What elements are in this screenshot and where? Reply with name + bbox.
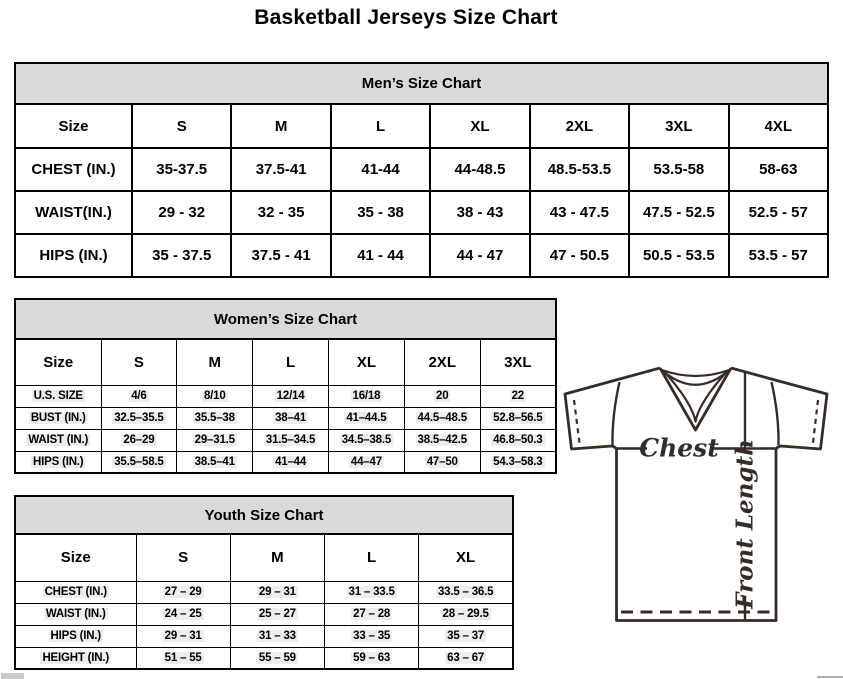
size-cell: 38.5–42.5 (404, 429, 480, 451)
row-header: HIPS (IN.) (15, 451, 101, 473)
horizontal-scrollbar-fragment[interactable] (817, 676, 843, 678)
size-cell: 29–31.5 (177, 429, 253, 451)
size-cell: 38–41 (253, 407, 329, 429)
column-header: Size (15, 339, 101, 385)
column-header: 3XL (629, 104, 728, 148)
size-cell: 35 - 38 (331, 191, 430, 234)
row-header: HEIGHT (IN.) (15, 647, 136, 669)
size-cell: 59 – 63 (325, 647, 419, 669)
row-header: BUST (IN.) (15, 407, 101, 429)
size-cell: 44-48.5 (430, 148, 529, 191)
size-cell: 51 – 55 (136, 647, 230, 669)
column-header: 3XL (480, 339, 556, 385)
size-cell: 38.5–41 (177, 451, 253, 473)
column-header: Size (15, 534, 136, 581)
youth-chart-heading: Youth Size Chart (14, 495, 514, 533)
size-cell: 63 – 67 (419, 647, 513, 669)
size-cell: 35.5–58.5 (101, 451, 177, 473)
size-cell: 37.5-41 (231, 148, 330, 191)
column-header: L (253, 339, 329, 385)
column-header: S (132, 104, 231, 148)
size-cell: 35.5–38 (177, 407, 253, 429)
column-header: L (331, 104, 430, 148)
womens-size-chart (14, 298, 557, 474)
youth-size-table (14, 533, 514, 670)
row-header: HIPS (IN.) (15, 234, 132, 277)
size-cell: 29 – 31 (136, 625, 230, 647)
size-cell: 27 – 28 (325, 603, 419, 625)
row-header: HIPS (IN.) (15, 625, 136, 647)
size-cell: 35-37.5 (132, 148, 231, 191)
page-title: Basketball Jerseys Size Chart (254, 6, 558, 29)
size-cell: 8/10 (177, 385, 253, 407)
size-cell: 58-63 (729, 148, 828, 191)
size-cell: 41 - 44 (331, 234, 430, 277)
horizontal-scrollbar-thumb[interactable] (1, 673, 24, 679)
collar-outer-v (660, 368, 731, 430)
column-header: M (231, 104, 330, 148)
front-length-label: Front Length (731, 439, 759, 609)
size-cell: 46.8–50.3 (480, 429, 556, 451)
size-cell: 41–44.5 (328, 407, 404, 429)
size-cell: 47.5 - 52.5 (629, 191, 728, 234)
size-cell: 27 – 29 (136, 581, 230, 603)
size-cell: 26–29 (101, 429, 177, 451)
column-header: 2XL (404, 339, 480, 385)
mens-size-chart (14, 62, 829, 278)
size-cell: 54.3–58.3 (480, 451, 556, 473)
size-cell: 33.5 – 36.5 (419, 581, 513, 603)
size-cell: 47–50 (404, 451, 480, 473)
collar-inner-v (666, 373, 726, 422)
row-header: WAIST (IN.) (15, 429, 101, 451)
row-header: U.S. SIZE (15, 385, 101, 407)
row-header: WAIST (IN.) (15, 603, 136, 625)
mens-chart-heading: Men’s Size Chart (14, 62, 829, 103)
size-cell: 41-44 (331, 148, 430, 191)
size-cell: 37.5 - 41 (231, 234, 330, 277)
size-cell: 16/18 (328, 385, 404, 407)
size-cell: 29 - 32 (132, 191, 231, 234)
womens-size-table (14, 338, 557, 474)
chest-label: Chest (639, 433, 719, 463)
size-cell: 43 - 47.5 (530, 191, 629, 234)
size-cell: 35 – 37 (419, 625, 513, 647)
size-cell: 53.5 - 57 (729, 234, 828, 277)
size-cell: 44–47 (328, 451, 404, 473)
cuff-seam-right (813, 400, 818, 443)
size-cell: 32.5–35.5 (101, 407, 177, 429)
row-header: CHEST (IN.) (15, 148, 132, 191)
size-cell: 24 – 25 (136, 603, 230, 625)
youth-size-chart (14, 495, 514, 670)
column-header: XL (328, 339, 404, 385)
collar-arc-2 (664, 372, 728, 385)
column-header: XL (430, 104, 529, 148)
column-header: M (177, 339, 253, 385)
size-cell: 12/14 (253, 385, 329, 407)
size-cell: 4/6 (101, 385, 177, 407)
size-cell: 32 - 35 (231, 191, 330, 234)
size-cell: 55 – 59 (230, 647, 324, 669)
column-header: 2XL (530, 104, 629, 148)
size-cell: 31.5–34.5 (253, 429, 329, 451)
size-cell: 50.5 - 53.5 (629, 234, 728, 277)
size-cell: 25 – 27 (230, 603, 324, 625)
size-cell: 52.8–56.5 (480, 407, 556, 429)
womens-chart-heading: Women’s Size Chart (14, 298, 557, 338)
column-header: S (101, 339, 177, 385)
column-header: S (136, 534, 230, 581)
size-cell: 38 - 43 (430, 191, 529, 234)
cuff-seam-left (574, 400, 580, 443)
armhole-seam-right (772, 382, 779, 445)
column-header: XL (419, 534, 513, 581)
size-cell: 28 – 29.5 (419, 603, 513, 625)
size-cell: 33 – 35 (325, 625, 419, 647)
row-header: WAIST(IN.) (15, 191, 132, 234)
size-cell: 20 (404, 385, 480, 407)
size-cell: 47 - 50.5 (530, 234, 629, 277)
size-cell: 52.5 - 57 (729, 191, 828, 234)
column-header: L (325, 534, 419, 581)
size-cell: 41–44 (253, 451, 329, 473)
size-cell: 44 - 47 (430, 234, 529, 277)
jersey-outline (565, 368, 827, 621)
size-cell: 44.5–48.5 (404, 407, 480, 429)
column-header: M (230, 534, 324, 581)
armhole-seam-left (612, 382, 619, 445)
column-header: Size (15, 104, 132, 148)
collar-arc-1 (662, 370, 729, 376)
row-header: CHEST (IN.) (15, 581, 136, 603)
size-cell: 34.5–38.5 (328, 429, 404, 451)
size-cell: 29 – 31 (230, 581, 324, 603)
size-cell: 53.5-58 (629, 148, 728, 191)
size-cell: 48.5-53.5 (530, 148, 629, 191)
size-cell: 31 – 33 (230, 625, 324, 647)
size-cell: 31 – 33.5 (325, 581, 419, 603)
size-cell: 35 - 37.5 (132, 234, 231, 277)
size-cell: 22 (480, 385, 556, 407)
mens-size-table (14, 103, 829, 278)
column-header: 4XL (729, 104, 828, 148)
